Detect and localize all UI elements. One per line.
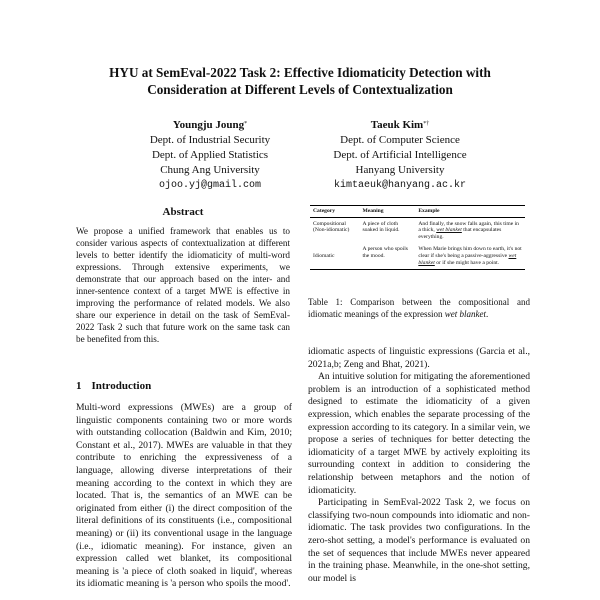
table-header-row [310,206,525,218]
abstract-heading: Abstract [162,206,204,218]
example-text: or if she might have a point. [434,259,500,266]
author-affiliation: Hanyang University [355,164,445,176]
author-email: kimtaeuk@hanyang.ac.kr [333,180,467,191]
author-name: Taeuk Kim [370,119,424,131]
section-heading-introduction [76,380,151,392]
title-line-1: HYU at SemEval-2022 Task 2: Effective Idiomaticity Detection with [109,65,491,80]
example-text: And finally, the snow falls again, this time in a thick, [418,220,519,234]
example-term: wet blanket [436,227,462,234]
intro-paragraph: Participating in SemEval-2022 Task 2, we focus on classifying two-noun compounds into idiomatic and non-idiomatic. The task provides two configurations. In the zero-shot setting, a model's performance is evaluated on the set of sequences that include MWEs never appeared in the training phase. Meanwhile, in the one-shot setting, our model is [308,497,530,584]
intro-paragraph: An intuitive solution for mitigating the aforementioned problem is an introduction of a sophisticated method designed to estimate the idiomaticity of a given expression, which enables the separate processing of the expression according to its category. In a similar vein, we propose a series of techniques for better detecting the idiomaticity of a target MWE by actively exploiting its surrounding context in addition to considering the relationship between metaphors and the notion of idiomaticity. [308,371,530,496]
author-mark: *† [423,121,430,127]
intro-right-column [308,346,530,585]
example-text: When Marie brings him down to earth, it's not clear if she's being a passive-aggressive [418,246,522,259]
author-mark: * [244,121,248,127]
section-number: 1 [76,380,82,392]
table-row [310,217,525,243]
caption-term: wet blanket [444,309,486,319]
table-header: Meaning [359,206,415,218]
author-affiliation: Dept. of Applied Statistics [151,149,269,161]
title-line-2: Consideration at Different Levels of Contextualization [147,82,453,97]
intro-left-column [76,402,292,591]
paper-title [40,64,560,98]
table-header: Example [415,206,525,218]
table-row [310,243,525,269]
abstract-body [76,226,290,346]
caption-text: . [485,309,489,319]
comparison-table [310,205,525,270]
table-cell-category: Idiomatic [310,243,359,269]
author-email: ojoo.yj@gmail.com [158,180,262,191]
author-affiliation: Chung Ang University [160,164,260,176]
table-header: Category [310,206,359,218]
author-affiliation: Dept. of Industrial Security [149,134,271,146]
author-affiliation: Dept. of Artificial Intelligence [333,149,467,161]
caption-text: Table 1: Comparison between the compositional and idiomatic meanings of the expression [308,297,530,319]
table-cell-category: Compositional (Non-idiomatic) [313,220,350,234]
table-cell-example [415,243,525,269]
author-affiliation: Dept. of Computer Science [340,134,460,146]
table-cell-example [415,217,525,243]
example-term: wet blanket [418,252,517,266]
intro-paragraph: idiomatic aspects of linguistic expressions (Garcia et al., 2021a,b; Zeng and Bhat, 2021). [308,346,530,370]
table-cell-meaning: A piece of cloth soaked in liquid. [362,220,400,234]
author-name: Youngju Joung [172,119,245,131]
section-title: Introduction [91,380,152,392]
abstract-text: We propose a unified framework that enables us to consider various aspects of contextualization at different levels to better identify the idiomaticity of multi-word expressions. Through extensive experiments, we demonstrate that our approach based on the inter- and inner-sentence context of a target MWE is effective in improving the performance of related models. We also share our experience in detail on the task of SemEval-2022 Task 2 such that future work on the same task can be benefited from this. [76,226,290,344]
example-text: that encapsulates everything. [418,227,502,240]
table-cell-meaning: A person who spoils the mood. [359,243,415,269]
table-caption [308,296,530,320]
author-block-1 [130,118,290,193]
intro-paragraph: Multi-word expressions (MWEs) are a group of linguistic components containing two or more words with outstanding collocation (Baldwin and Kim, 2010; Constant et al., 2017). MWEs are valuable in that they contribute to enriching the expressiveness of a language, allowing diverse interpretations of their meaning according to the context in which they are located. That is, the semantics of an MWE can be originated from either (i) the direct composition of the literal definitions of its constituents (i.e., compositional meaning) or (ii) its conventional usage in the language (i.e., idiomatic meaning). For instance, given an expression called wet blanket, its compositional meaning is 'a piece of cloth soaked in liquid', whereas its idiomatic meaning is 'a person who spoils the mood'. [76,402,292,590]
author-block-2 [310,118,490,193]
